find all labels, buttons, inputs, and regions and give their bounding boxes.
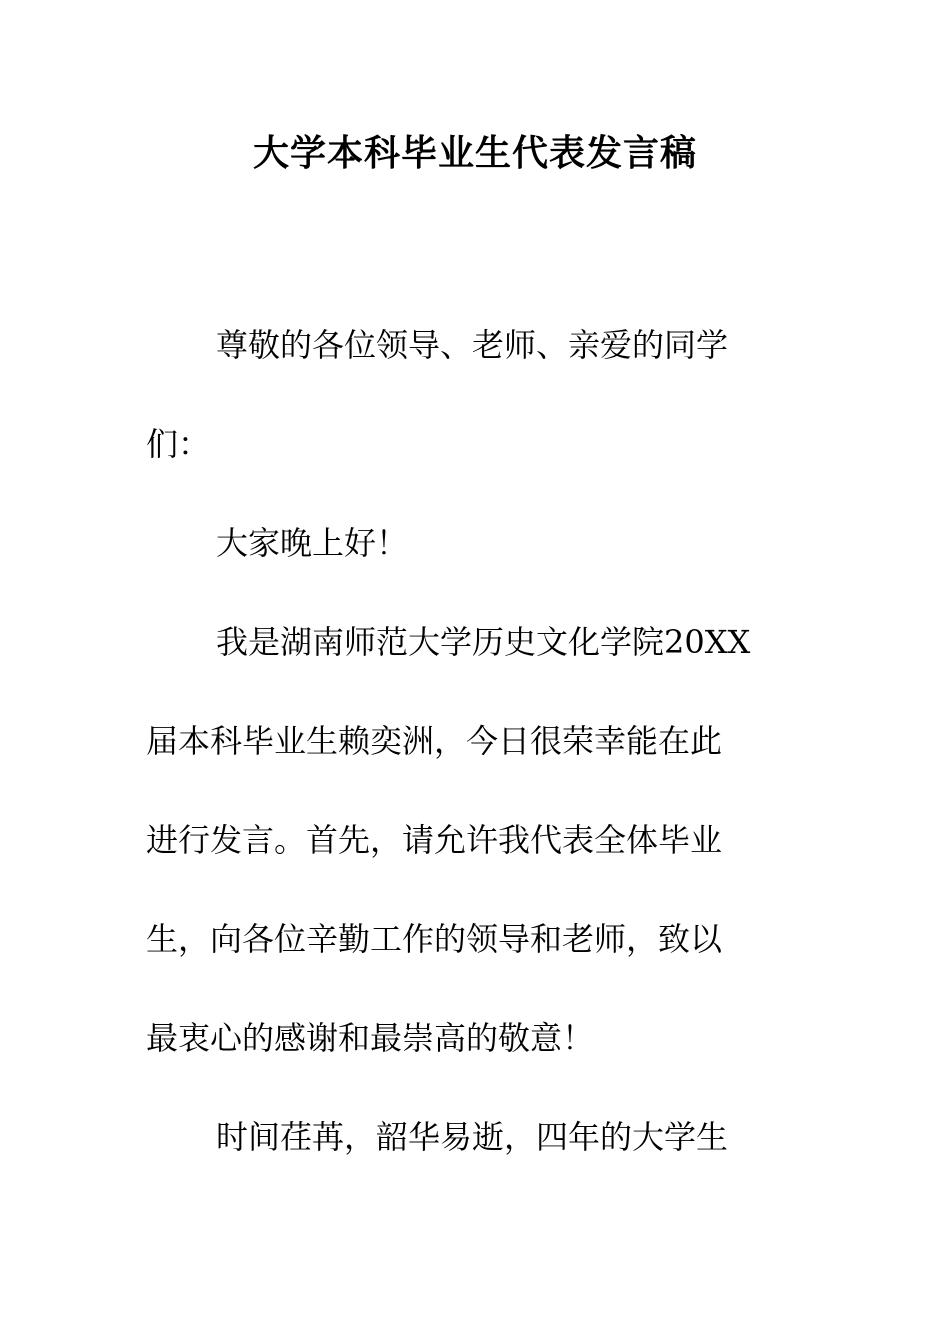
- text-line-time: 时间荏苒，韶华易逝，四年的大学生: [216, 1118, 729, 1156]
- text-line-intro-3: 进行发言。首先，请允许我代表全体毕业: [146, 821, 723, 859]
- text-line-intro-4: 生，向各位辛勤工作的领导和老师，致以: [146, 920, 723, 958]
- page-title: 大学本科毕业生代表发言稿: [252, 133, 697, 174]
- text-line-evening: 大家晚上好！: [216, 524, 409, 562]
- text-line-intro-2: 届本科毕业生赖奕洲，今日很荣幸能在此: [146, 722, 723, 760]
- text-line-intro-5: 最衷心的感谢和最崇高的敬意！: [146, 1019, 595, 1057]
- text-line-intro: 我是湖南师范大学历史文化学院20XX: [216, 623, 751, 661]
- text-line-greeting: 尊敬的各位领导、老师、亲爱的同学: [216, 326, 729, 364]
- speech-body: [146, 296, 796, 1187]
- text-line-greeting-end: 们：: [146, 425, 211, 463]
